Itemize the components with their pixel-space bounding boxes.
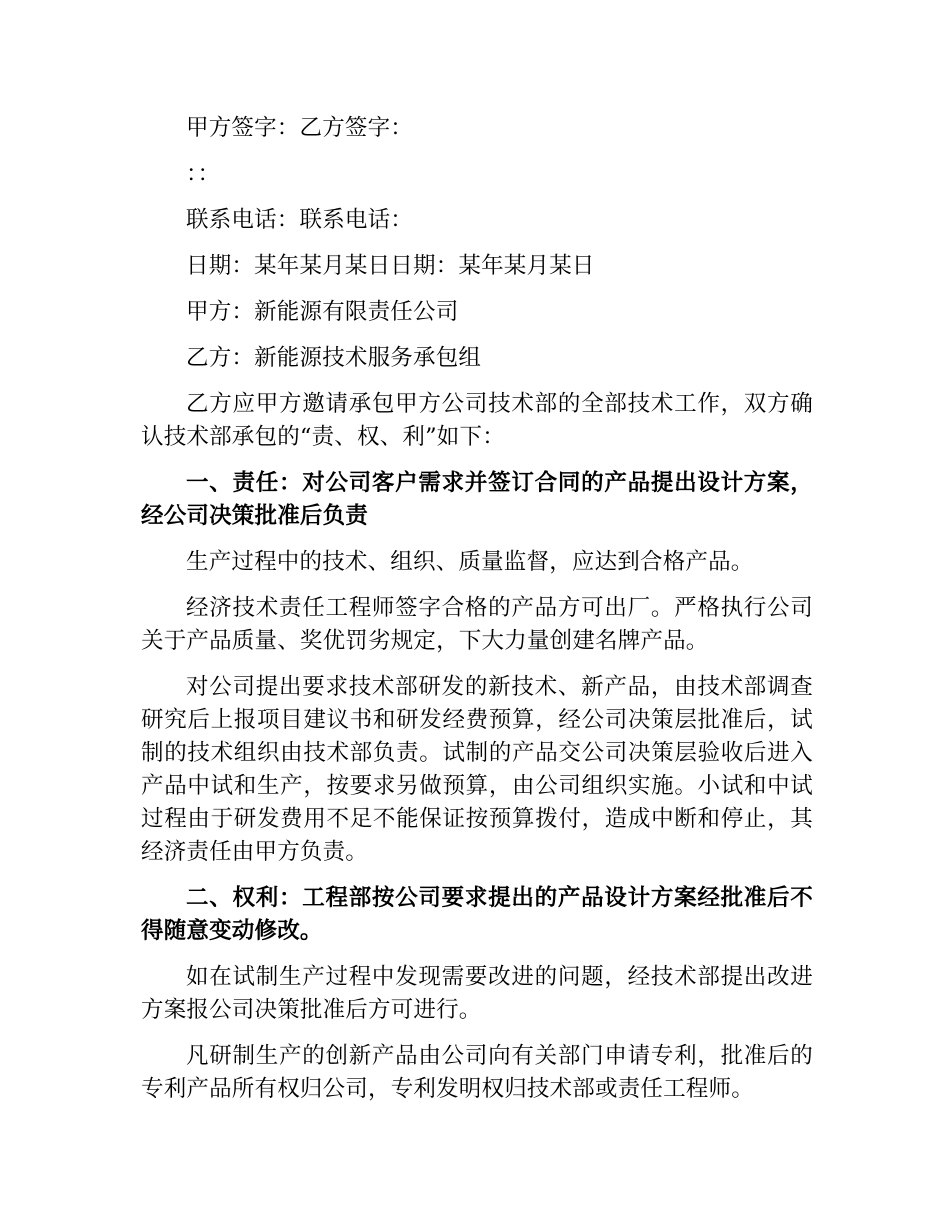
responsibility-paragraph-2: 经济技术责任工程师签字合格的产品方可出厂。严格执行公司关于产品质量、奖优罚劣规定，下大力量创建名牌产品。 (141, 595, 813, 654)
rights-paragraph-2: 凡研制生产的创新产品由公司向有关部门申请专利，批准后的专利产品所有权归公司，专利发明权归技术部或责任工程师。 (141, 1043, 813, 1102)
document-body (141, 112, 813, 1119)
responsibility-paragraph-1: 生产过程中的技术、组织、质量监督，应达到合格产品。 (186, 549, 754, 575)
party-a-line: 甲方：新能源有限责任公司 (186, 299, 459, 325)
section-heading-responsibility: 一、责任：对公司客户需求并签订合同的产品提出设计方案，经公司决策批准后负责 (141, 470, 813, 529)
responsibility-paragraph-3: 对公司提出要求技术部研发的新技术、新产品，由技术部调查研究后上报项目建议书和研发经费预算，经公司决策层批准后，试制的技术组织由技术部负责。试制的产品交公司决策层验收后进入产品中试和生产，按要求另做预算，由公司组织实施。小试和中试过程由于研发费用不足不能保证按预算拨付，造成中断和停止，其经济责任由甲方负责。 (141, 674, 813, 865)
intro-paragraph: 乙方应甲方邀请承包甲方公司技术部的全部技术工作，双方确认技术部承包的“责、权、利”如下： (141, 391, 813, 450)
date-line: 日期：某年某月某日日期：某年某月某日 (186, 253, 595, 279)
signature-name-line: ：： (186, 161, 221, 187)
contact-phone-line: 联系电话：联系电话： (186, 207, 414, 233)
section-heading-rights: 二、权利：工程部按公司要求提出的产品设计方案经批准后不得随意变动修改。 (141, 885, 813, 944)
party-b-line: 乙方：新能源技术服务承包组 (186, 345, 482, 371)
rights-paragraph-1: 如在试制生产过程中发现需要改进的问题，经技术部提出改进方案报公司决策批准后方可进行。 (141, 964, 813, 1023)
signature-line: 甲方签字：乙方签字： (186, 115, 414, 141)
